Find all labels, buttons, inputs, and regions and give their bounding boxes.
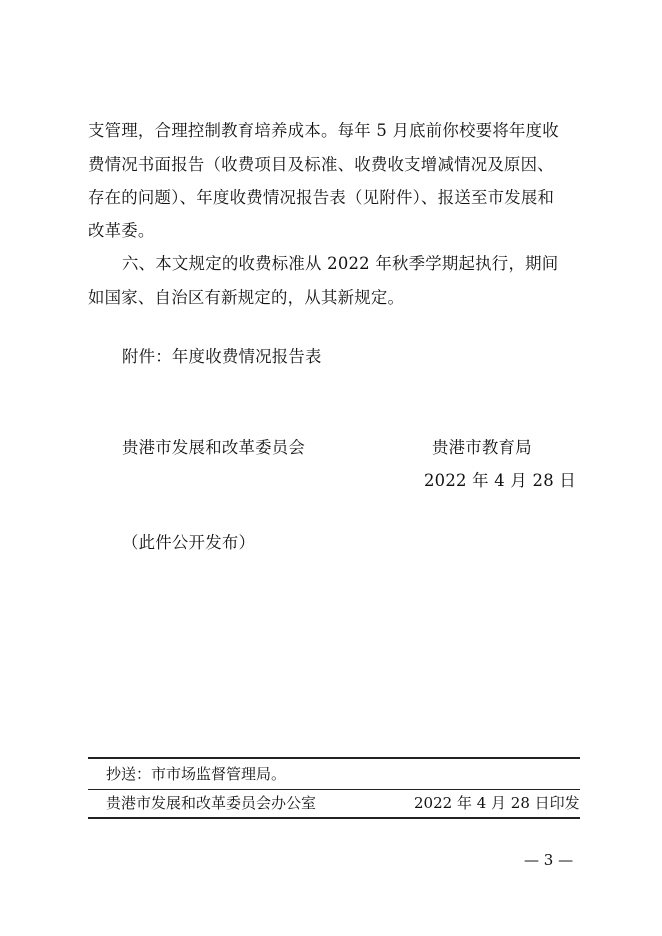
print-date: 2022 年 4 月 28 日印发 <box>414 794 580 812</box>
attachment-line: 附件：年度收费情况报告表 <box>122 347 322 366</box>
paragraph-line: 费情况书面报告（收费项目及标准、收费收支增减情况及原因、 <box>88 155 554 174</box>
signature-date: 2022 年 4 月 28 日 <box>424 471 576 490</box>
paragraph-line: 支管理，合理控制教育培养成本。每年 5 月底前你校要将年度收 <box>88 121 559 140</box>
issuer: 贵港市发展和改革委员会办公室 <box>106 794 317 812</box>
signature-org-education: 贵港市教育局 <box>432 438 532 457</box>
footer-mid-rule <box>88 789 580 790</box>
paragraph-line: 存在的问题）、年度收费情况报告表（见附件）、报送至市发展和 <box>88 188 555 207</box>
paragraph-line: 改革委。 <box>88 221 155 240</box>
footer-top-rule <box>88 757 580 759</box>
paragraph-line: 如国家、自治区有新规定的，从其新规定。 <box>88 288 405 307</box>
cc-line: 抄送：市市场监督管理局。 <box>106 765 287 783</box>
page-number: — 3 — <box>524 851 574 869</box>
paragraph-line: 六、本文规定的收费标准从 2022 年秋季学期起执行，期间 <box>122 254 559 273</box>
footer-bottom-rule <box>88 817 580 819</box>
public-notice: （此件公开发布） <box>122 533 256 552</box>
signature-org-ndrc: 贵港市发展和改革委员会 <box>122 438 306 457</box>
